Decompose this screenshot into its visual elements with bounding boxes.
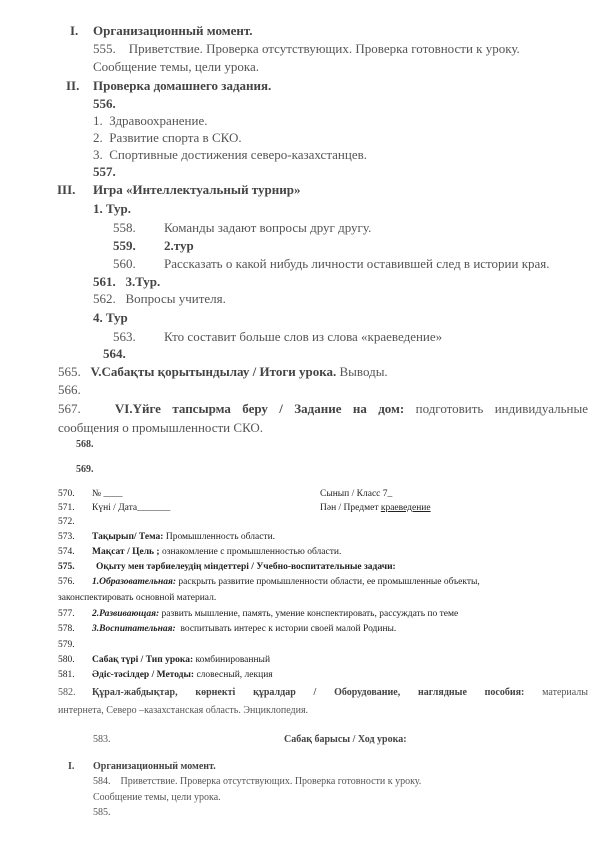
line-number: 567. bbox=[58, 401, 81, 416]
goal-value: ознакомление с промышленностью области. bbox=[161, 547, 342, 557]
line-570-number: 570. bbox=[58, 489, 75, 499]
item-text: Здравоохранение. bbox=[109, 113, 208, 128]
subject-label: Пән / Предмет bbox=[320, 503, 379, 513]
line-576-cont: законспектировать основной материал. bbox=[58, 593, 217, 603]
line-562 bbox=[93, 292, 226, 305]
line-number: 555. bbox=[93, 41, 116, 56]
line-582 bbox=[58, 688, 588, 698]
course-title: Сабақ барысы / Ход урока: bbox=[284, 734, 407, 745]
section-2-roman: II. bbox=[66, 78, 80, 93]
line-555-cont: Сообщение темы, цели урока. bbox=[93, 59, 259, 74]
line-571-number: 571. bbox=[58, 503, 75, 513]
line-566: 566. bbox=[58, 382, 81, 397]
hw-item-2 bbox=[93, 131, 242, 144]
line-558-number: 558. bbox=[113, 220, 136, 235]
line-555 bbox=[93, 42, 520, 55]
equipment-label: Құрал-жабдықтар, көрнекті құралдар / Оборудование, наглядные пособия: bbox=[92, 687, 525, 698]
line-number: 584. bbox=[93, 776, 111, 787]
item-text: Развитие спорта в СКО. bbox=[109, 130, 242, 145]
line-578 bbox=[58, 625, 396, 635]
date-field: Күні / Дата_______ bbox=[92, 503, 171, 513]
section-2-title: Проверка домашнего задания. bbox=[93, 78, 272, 93]
topic-label: Тақырып/ Тема: bbox=[92, 532, 164, 542]
line-565 bbox=[58, 365, 388, 378]
line-574 bbox=[58, 548, 341, 558]
lesson-number-field: № ____ bbox=[92, 489, 123, 499]
line-number: 577. bbox=[58, 609, 75, 619]
upbringing-label: 3.Воспитательная: bbox=[92, 624, 176, 634]
homework-text: подготовить индивидуальные bbox=[415, 401, 589, 416]
section-1-title: Организационный момент. bbox=[93, 23, 253, 38]
line-567-cont: сообщения о промышленности СКО. bbox=[58, 420, 264, 435]
line-564: 564. bbox=[103, 346, 126, 361]
methods-label: Әдіс-тәсілдер / Методы: bbox=[92, 670, 195, 680]
item-text: Спортивные достижения северо-казахстанцев. bbox=[109, 147, 367, 162]
subject-field bbox=[320, 504, 431, 514]
equipment-value: материалы bbox=[542, 687, 589, 698]
line-563-text: Кто составит больше слов из слова «краеведение» bbox=[164, 329, 443, 344]
goal-label: Мақсат / Цель ; bbox=[92, 547, 160, 557]
line-number: 578. bbox=[58, 624, 75, 634]
line-584-cont: Сообщение темы, цели урока. bbox=[93, 792, 221, 803]
lesson-type-value: комбинированный bbox=[195, 655, 271, 665]
line-575 bbox=[58, 563, 396, 573]
line-582-cont: интернета, Северо –казахстанская область. Энциклопедия. bbox=[58, 705, 309, 716]
tasks-label: Оқыту мен тәрбиелеудің міндеттері / Учебно-воспитательные задачи: bbox=[96, 562, 396, 572]
section-3-title: Игра «Интеллектуальный турнир» bbox=[93, 182, 301, 197]
line-558-text: Команды задают вопросы друг другу. bbox=[164, 220, 372, 235]
line-581 bbox=[58, 671, 273, 681]
line-text: Приветствие. Проверка отсутствующих. Проверка готовности к уроку. bbox=[120, 776, 422, 787]
tour-4: 4. Тур bbox=[93, 310, 128, 325]
line-number: 565. bbox=[58, 364, 81, 379]
line-568: 568. bbox=[76, 439, 94, 450]
hw-item-3 bbox=[93, 148, 367, 161]
line-569: 569. bbox=[76, 464, 94, 475]
line-557: 557. bbox=[93, 164, 116, 179]
lesson-type-label: Сабақ түрі / Тип урока: bbox=[92, 655, 194, 665]
tour-3: 3.Тур. bbox=[125, 274, 161, 289]
line-580 bbox=[58, 656, 270, 666]
line-579: 579. bbox=[58, 640, 75, 650]
item-number: 2. bbox=[93, 130, 103, 145]
summary-text: Выводы. bbox=[339, 364, 388, 379]
line-number: 561. bbox=[93, 274, 116, 289]
summary-label: V.Сабақты қорытындылау / Итоги урока. bbox=[90, 364, 337, 379]
line-number: 582. bbox=[58, 687, 76, 698]
subject-value: краеведение bbox=[380, 503, 431, 513]
line-number: 573. bbox=[58, 532, 75, 542]
line-text: Вопросы учителя. bbox=[125, 291, 226, 306]
course-section-1-roman: I. bbox=[68, 761, 75, 772]
line-560-text: Рассказать о какой нибудь личности оставившей след в истории края. bbox=[164, 256, 550, 271]
line-559-number: 559. bbox=[113, 238, 136, 253]
line-556: 556. bbox=[93, 96, 116, 111]
line-number: 574. bbox=[58, 547, 75, 557]
line-number: 576. bbox=[58, 577, 75, 587]
class-field: Сынып / Класс 7_ bbox=[320, 489, 393, 499]
line-567 bbox=[58, 402, 588, 415]
item-number: 1. bbox=[93, 113, 103, 128]
tour-1: 1. Тур. bbox=[93, 201, 132, 216]
educational-label: 1.Образовательная: bbox=[92, 577, 177, 587]
educational-value: раскрыть развитие промышленности области, ее промышленные объекты, bbox=[178, 577, 480, 587]
line-text: Приветствие. Проверка отсутствующих. Проверка готовности к уроку. bbox=[128, 41, 520, 56]
developmental-label: 2.Развивающая: bbox=[92, 609, 160, 619]
line-number: 575. bbox=[58, 562, 75, 572]
course-section-1-title: Организационный момент. bbox=[93, 761, 216, 772]
section-3-roman: III. bbox=[57, 182, 76, 197]
line-583-number: 583. bbox=[93, 734, 111, 745]
topic-value: Промышленность области. bbox=[165, 532, 276, 542]
homework-label: VI.Үйге тапсырма беру / Задание на дом: bbox=[114, 401, 405, 416]
developmental-value: развить мышление, память, умение конспектировать, рассуждать по теме bbox=[161, 609, 459, 619]
line-577 bbox=[58, 610, 458, 620]
line-560-number: 560. bbox=[113, 256, 136, 271]
hw-item-1 bbox=[93, 114, 207, 127]
line-number: 581. bbox=[58, 670, 75, 680]
line-number: 580. bbox=[58, 655, 75, 665]
line-573 bbox=[58, 533, 275, 543]
line-585: 585. bbox=[93, 807, 111, 818]
line-576 bbox=[58, 578, 480, 588]
upbringing-value: воспитывать интерес к истории своей малой Родины. bbox=[180, 624, 397, 634]
section-1-roman: I. bbox=[70, 23, 79, 38]
tour-2: 2.тур bbox=[164, 238, 194, 253]
line-number: 562. bbox=[93, 291, 116, 306]
item-number: 3. bbox=[93, 147, 103, 162]
line-572: 572. bbox=[58, 517, 75, 527]
methods-value: словесный, лекция bbox=[196, 670, 273, 680]
line-584 bbox=[93, 777, 421, 787]
line-563-number: 563. bbox=[113, 329, 136, 344]
line-561 bbox=[93, 275, 160, 288]
